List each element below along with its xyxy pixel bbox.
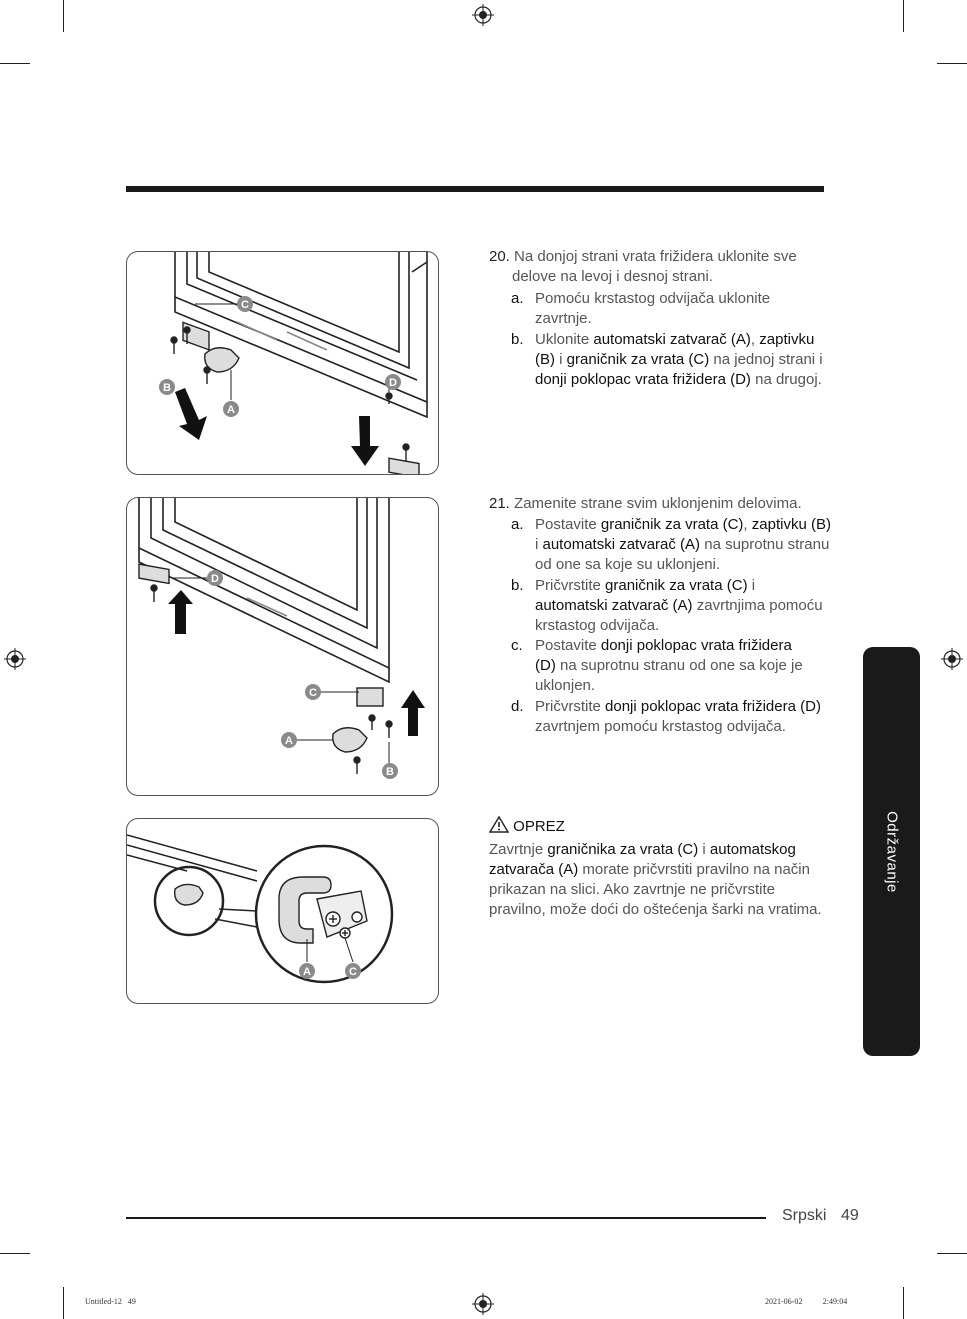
part-name: graničnik za vrata (C) [605,577,748,594]
step-20-a [511,289,831,329]
part-name: graničnik za vrata (C) [566,351,710,368]
text-run: , [750,331,760,348]
part-name: donji poklopac vrata frižidera [600,637,792,654]
substep-text: zavrtnjem pomoću krstastog odvijača. [535,718,786,735]
label-d: D [211,573,219,585]
crop-mark [0,63,30,64]
text-run: i [747,577,756,594]
text-run: Postavite [535,516,601,533]
caution-text: pravilno, može doći do oštećenja šarki na vratima. [489,901,822,918]
text-run: , [743,516,752,533]
step-20-b [511,330,831,390]
crop-mark [937,1253,967,1254]
step-21-d [511,697,831,737]
text-run: i [698,841,710,858]
printer-slug-left: Untitled-12 49 [85,1297,136,1306]
label-b: B [386,766,394,778]
caution-title [489,816,689,837]
text-run: na suprotnu stranu [700,536,830,553]
label-a: A [285,735,293,747]
step-21-b [511,576,831,636]
step-21-a [511,515,831,575]
substep-label: b. [511,577,524,594]
part-name: zaptivku (B) [751,516,831,533]
part-name: donji poklopac vrata frižidera (D) [605,698,821,715]
crop-mark [937,63,967,64]
figure-caution [126,818,439,1004]
text-run: morate pričvrstiti pravilno na način [578,861,810,878]
text-run: Zavrtnje [489,841,548,858]
text-run: Pričvrstite [535,698,606,715]
part-name: donji poklopac vrata frižidera (D) [535,371,751,388]
registration-mark-icon [472,4,494,26]
step-text: Na donjoj strani vrata frižidera uklonite sve [514,248,797,265]
part-name: automatski zatvarač (A) [593,331,751,348]
page-number: 49 [841,1207,859,1224]
screw-detail-illustration [127,819,438,1003]
text-run: i [555,351,567,368]
step-21-c [511,636,831,696]
crop-mark [903,0,904,32]
caution-text: prikazan na slici. Ako zavrtnje ne pričvrstite [489,881,775,898]
part-name: (B) [535,351,555,368]
substep-text: od one sa koje su uklonjeni. [535,556,721,573]
figure-step-20 [126,251,439,475]
crop-mark [0,1253,30,1254]
text-run: na suprotnu stranu od one sa koje je [555,657,803,674]
door-reinstall-illustration [127,498,438,795]
footer-language: Srpski [782,1207,827,1224]
label-c: C [309,687,317,699]
text-run: Pričvrstite [535,577,606,594]
label-d: D [389,377,397,389]
text-run: Uklonite [535,331,594,348]
text-run: i [535,536,543,553]
section-tab [863,647,920,1056]
text-run: zavrtnjima pomoću [692,597,823,614]
step-number: 20. [489,248,510,265]
part-name: zaptivku [759,331,815,348]
substep-text: krstastog odvijača. [535,617,660,634]
substep-label: d. [511,698,524,715]
substep-label: c. [511,637,523,654]
registration-mark-icon [941,648,963,670]
printer-slug-right: 2021-06-02 ￿￿ 2:49:04 [765,1297,848,1306]
substep-label: a. [511,290,524,307]
substep-text: Pomoću krstastog odvijača uklonite [535,290,771,307]
text-run: na jednoj strani i [709,351,823,368]
part-name: zatvarača (A) [489,861,579,878]
part-name: automatskog [709,841,796,858]
figure-step-21 [126,497,439,796]
header-rule [126,186,824,192]
substep-text: uklonjen. [535,677,596,694]
step-text: delove na levoj i desnoj strani. [512,268,713,285]
crop-mark [63,0,64,32]
caution-body [489,840,829,920]
text-run: Postavite [535,637,601,654]
crop-mark [903,1287,904,1319]
warning-icon [489,816,509,833]
substep-label: b. [511,331,524,348]
crop-mark [63,1287,64,1319]
label-a: A [227,404,235,416]
step-20 [489,247,829,287]
step-number: 21. [489,495,510,512]
label-b: B [163,382,171,394]
part-name: graničnika za vrata (C) [547,841,699,858]
step-text: Zamenite strane svim uklonjenim delovima. [514,495,802,512]
section-tab-label: Održavanje [883,810,900,893]
door-removal-illustration [127,252,438,474]
label-a: A [303,966,311,978]
step-21 [489,494,829,514]
label-c: C [349,966,357,978]
registration-mark-icon [472,1293,494,1315]
text-run: na drugoj. [750,371,822,388]
caution-heading: OPREZ [513,818,565,835]
substep-label: a. [511,516,524,533]
registration-mark-icon [4,648,26,670]
part-name: graničnik za vrata (C) [600,516,744,533]
substep-text: zavrtnje. [535,310,592,327]
footer-rule [126,1217,766,1219]
part-name: (D) [535,657,556,674]
label-c: C [241,299,249,311]
part-name: automatski zatvarač (A) [542,536,701,553]
part-name: automatski zatvarač (A) [535,597,693,614]
